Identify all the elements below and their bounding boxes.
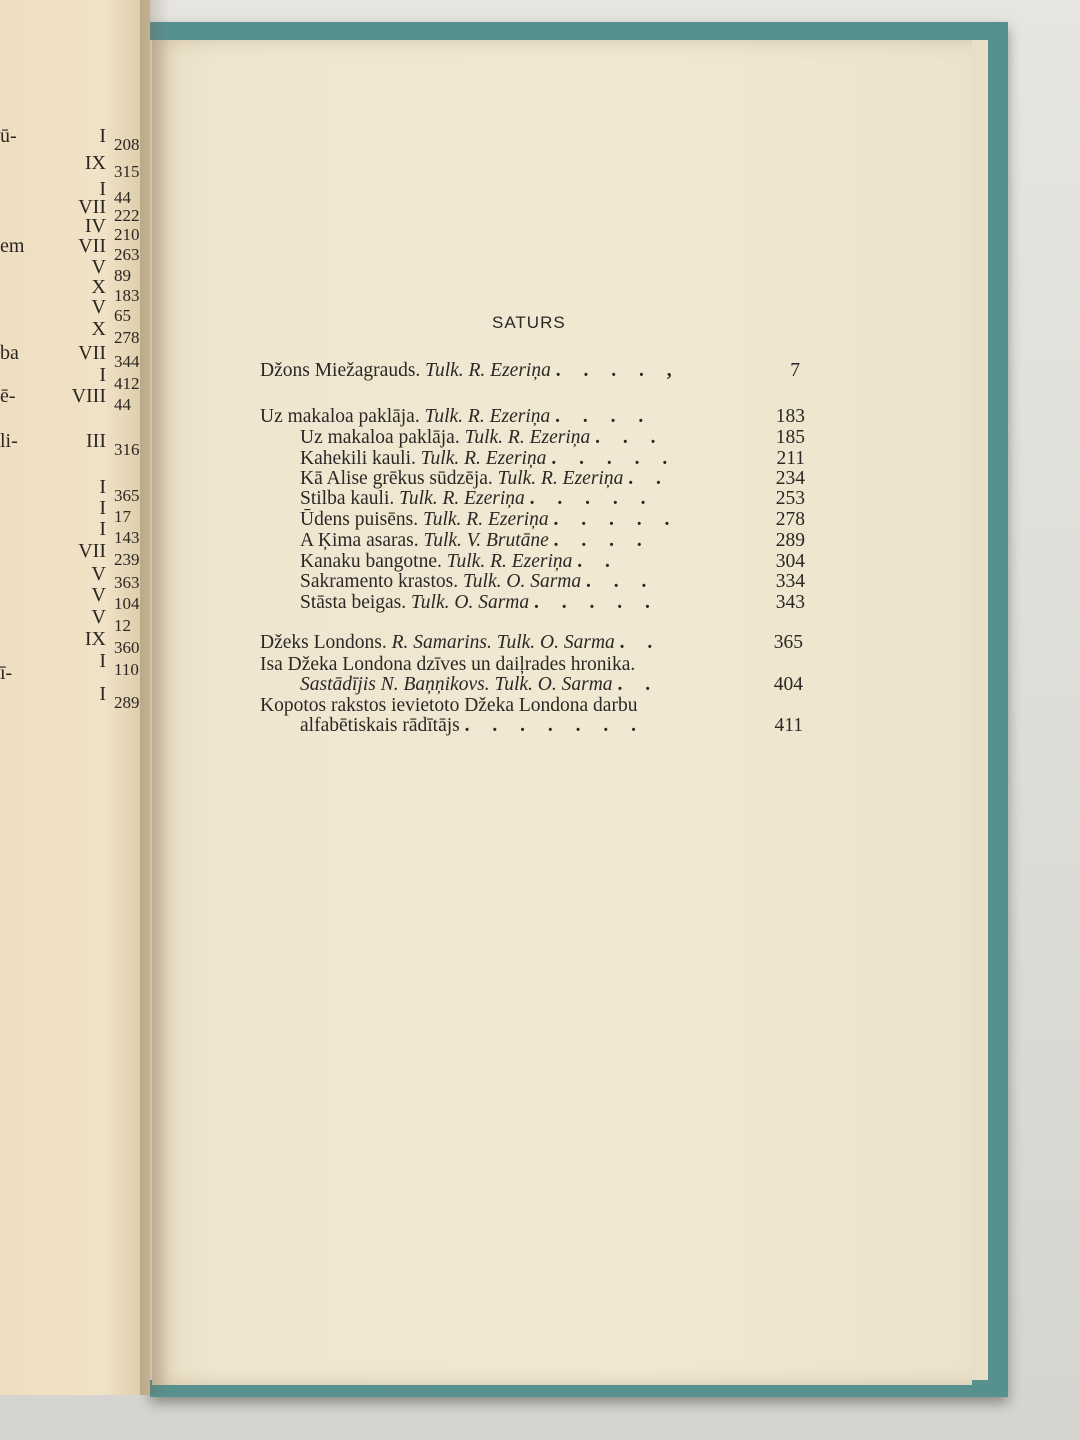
index-page-text: 239	[114, 550, 140, 569]
index-volume: IV	[84, 215, 106, 237]
index-volume: X	[91, 276, 106, 298]
index-page-text: 104	[114, 594, 140, 613]
entry-page: 343	[775, 592, 805, 613]
index-volume: III	[86, 430, 106, 452]
index-line	[0, 318, 150, 347]
index-page-text: 365	[114, 486, 140, 505]
index-line	[0, 296, 150, 325]
index-volume: I	[99, 497, 106, 519]
entry-translator: Tulk. R. Ezeriņa	[422, 509, 549, 530]
index-text-fragment: ē-	[0, 385, 16, 407]
entry-leader: . . . . .	[553, 509, 679, 530]
index-volume: IX	[84, 628, 106, 650]
entry-title: Kanaku bangotne.	[300, 551, 442, 572]
index-line	[0, 584, 150, 613]
left-page	[0, 0, 150, 1395]
index-page-text: 315	[114, 162, 140, 181]
index-volume: I	[99, 125, 106, 147]
entry-page: 211	[776, 448, 805, 469]
index-page-text: 263	[114, 245, 140, 264]
entry-leader: . .	[619, 632, 662, 653]
entry-page: 253	[775, 488, 805, 509]
entry-translator: Tulk. O. Sarma	[463, 571, 582, 592]
entry-title: Kā Alise grēkus sūdzēja.	[300, 468, 493, 489]
toc-entry	[300, 714, 803, 738]
entry-page: 411	[774, 715, 803, 736]
entry-translator: Sastādījis N. Baņņikovs. Tulk. O. Sarma	[300, 674, 613, 695]
entry-translator: Tulk. V. Brutāne	[423, 530, 549, 551]
toc-entry	[300, 591, 805, 615]
entry-leader: . . . .	[553, 530, 651, 551]
index-page-text: 412	[114, 374, 140, 393]
entry-leader: . . . . . . .	[464, 715, 645, 736]
entry-page: 183	[775, 406, 805, 427]
index-volume: VIII	[71, 385, 106, 407]
entry-title: Ūdens puisēns.	[300, 509, 419, 530]
index-volume: VII	[78, 540, 106, 562]
index-page-text: 110	[114, 660, 139, 679]
index-page-text: 210	[114, 225, 140, 244]
entry-leader: . . .	[595, 427, 665, 448]
toc-entry	[260, 631, 803, 655]
entry-leader: . .	[628, 468, 670, 489]
index-text-fragment: ba	[0, 342, 19, 364]
entry-leader: . . . . .	[534, 592, 659, 613]
entry-leader: . .	[617, 674, 660, 695]
index-page-text: 44	[114, 188, 131, 207]
entry-title: Uz makaloa paklāja.	[300, 427, 460, 448]
index-line	[0, 683, 150, 712]
index-page-text: 344	[114, 352, 140, 371]
index-text-fragment: em	[0, 235, 25, 257]
index-volume: V	[91, 606, 106, 628]
entry-title: Sakramento krastos.	[300, 571, 459, 592]
index-volume: I	[99, 518, 106, 540]
index-text-fragment: ū-	[0, 125, 17, 147]
toc-entry	[260, 359, 800, 383]
entry-translator: Tulk. R. Ezeriņa	[446, 551, 573, 572]
index-page-text: 65	[114, 306, 131, 325]
entry-title: Uz makaloa paklāja.	[260, 406, 420, 427]
entry-title: Isa Džeka Londona dzīves un daiļrades hronika.	[260, 654, 636, 675]
index-line	[0, 540, 150, 569]
entry-title: Kahekili kauli.	[300, 448, 416, 469]
index-page-text: 316	[114, 440, 140, 459]
index-line	[0, 628, 150, 657]
entry-translator: Tulk. R. Ezeriņa	[464, 427, 591, 448]
index-line	[0, 152, 150, 181]
entry-title: A Ķima asaras.	[300, 530, 419, 551]
index-volume: I	[99, 364, 106, 386]
entry-translator: Tulk. R. Ezeriņa	[425, 360, 551, 381]
entry-leader: . . . . .	[551, 448, 677, 469]
index-page-text: 44	[114, 395, 131, 414]
index-line	[0, 385, 150, 414]
index-volume: VII	[78, 342, 106, 364]
entry-leader: . . . . .	[529, 488, 655, 509]
index-text-fragment: ī-	[0, 662, 13, 684]
entry-page: 234	[775, 468, 805, 489]
entry-translator: Tulk. R. Ezeriņa	[424, 406, 551, 427]
index-line	[0, 342, 150, 371]
entry-translator: Tulk. R. Ezeriņa	[497, 468, 624, 489]
index-line	[0, 125, 150, 154]
index-page-text: 360	[114, 638, 140, 657]
entry-title: Kopotos rakstos ievietoto Džeka Londona darbu	[260, 695, 638, 716]
index-line	[0, 430, 150, 459]
entry-page: 185	[775, 427, 805, 448]
index-volume: VII	[78, 196, 106, 218]
entry-leader: . . .	[586, 571, 656, 592]
index-volume: X	[91, 318, 106, 340]
index-page-text: 12	[114, 616, 131, 635]
entry-leader: . . . . ,	[555, 360, 681, 381]
index-volume: I	[99, 683, 106, 705]
index-page-text: 208	[114, 135, 140, 154]
index-page-text: 183	[114, 286, 140, 305]
index-volume: V	[91, 584, 106, 606]
index-page-text: 17	[114, 507, 131, 526]
entry-title: Džeks Londons.	[260, 632, 387, 653]
index-page-text: 222	[114, 206, 140, 225]
entry-translator: Tulk. R. Ezeriņa	[420, 448, 547, 469]
entry-page: 278	[775, 509, 805, 530]
index-page-text: 289	[114, 693, 140, 712]
entry-page: 304	[775, 551, 805, 572]
entry-page: 7	[790, 360, 800, 381]
entry-translator: R. Samarins. Tulk. O. Sarma	[391, 632, 615, 653]
entry-translator: Tulk. R. Ezeriņa	[399, 488, 525, 509]
entry-title: alfabētiskais rādītājs	[300, 715, 460, 736]
index-volume: V	[91, 563, 106, 585]
entry-title: Stāsta beigas.	[300, 592, 407, 613]
index-page-text: 363	[114, 573, 140, 592]
index-line	[0, 606, 150, 635]
toc-title: SATURS	[492, 313, 566, 332]
entry-title: Džons Miežagrauds.	[260, 360, 421, 381]
entry-page: 404	[773, 674, 803, 695]
entry-title: Stilba kauli.	[300, 488, 395, 509]
entry-leader: . .	[577, 551, 619, 572]
index-volume: VII	[78, 235, 106, 257]
index-volume: I	[99, 178, 106, 200]
entry-translator: Tulk. O. Sarma	[411, 592, 530, 613]
index-page-text: 278	[114, 328, 140, 347]
entry-page: 334	[775, 571, 805, 592]
entry-page: 365	[773, 632, 803, 653]
entry-leader: . . . .	[555, 406, 653, 427]
index-volume: IX	[84, 152, 106, 174]
index-volume: I	[99, 650, 106, 672]
index-page-text: 89	[114, 266, 131, 285]
book-gutter	[140, 0, 170, 1395]
index-page-text: 143	[114, 528, 140, 547]
index-text-fragment: li-	[0, 430, 18, 452]
index-volume: V	[91, 296, 106, 318]
index-volume: V	[91, 256, 106, 278]
index-volume: I	[99, 476, 106, 498]
index-line	[0, 518, 150, 547]
entry-page: 289	[775, 530, 805, 551]
